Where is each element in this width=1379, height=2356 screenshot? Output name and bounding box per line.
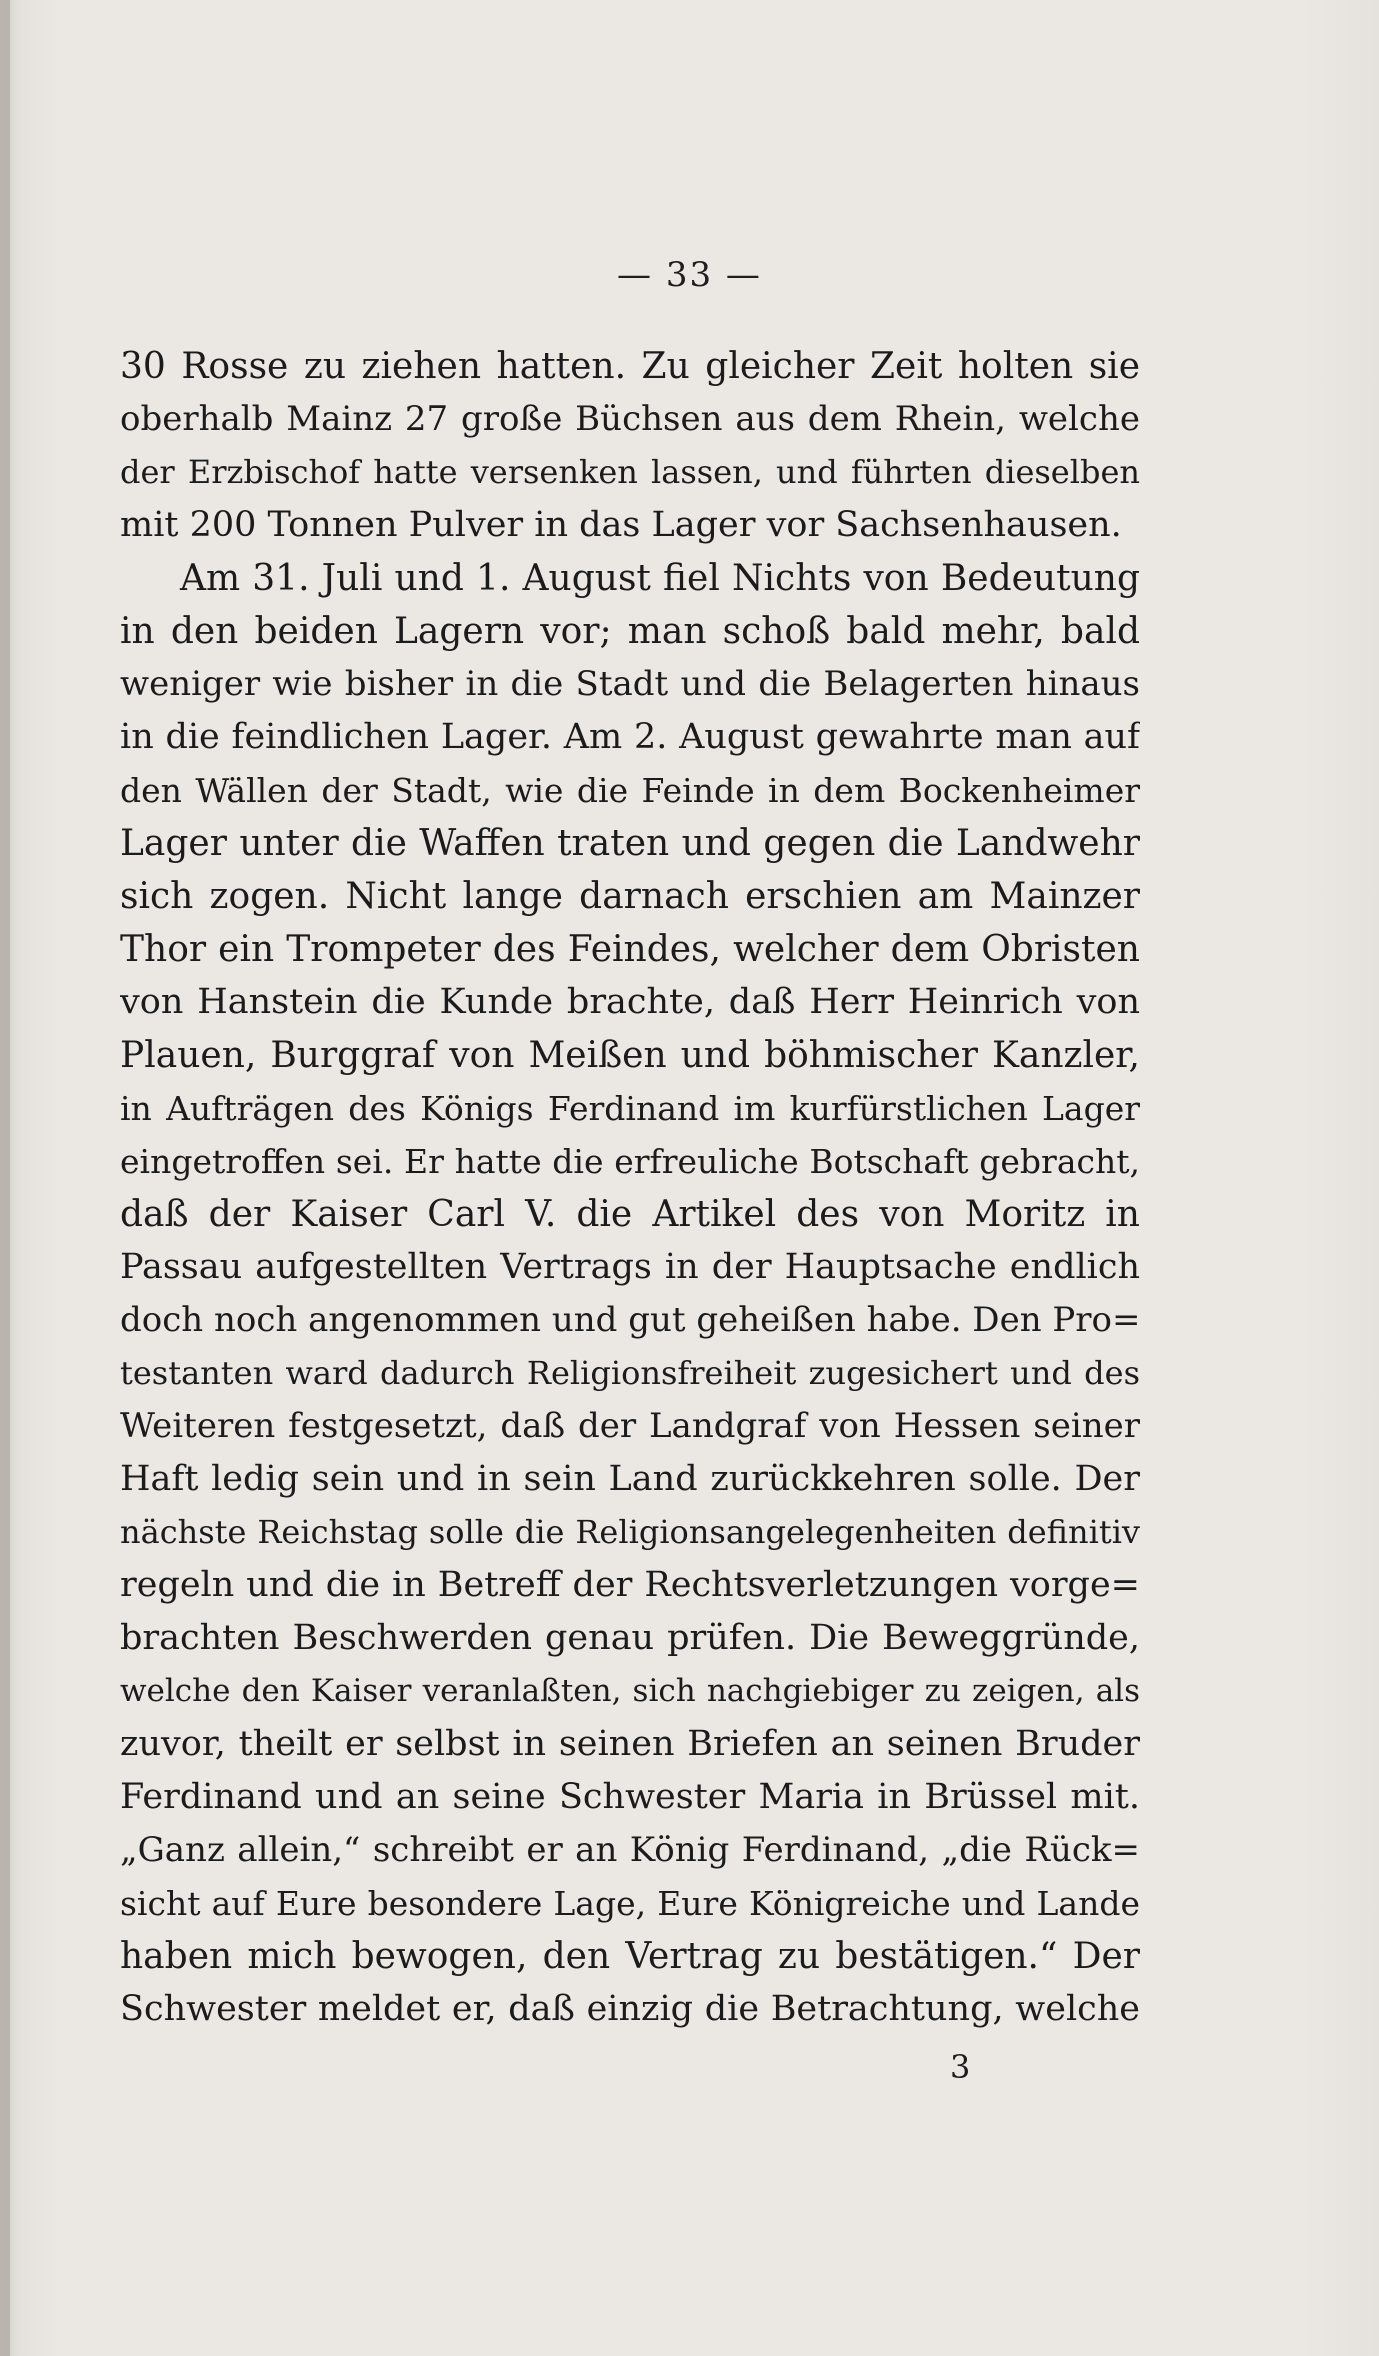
text-line: zuvor, theilt er selbst in seinen Briefen an seinen Bruder <box>120 1724 1140 1764</box>
text-line: sich zogen. Nicht lange darnach erschien am Mainzer <box>120 876 1140 917</box>
text-line: haben mich bewogen, den Vertrag zu bestätigen.“ Der <box>120 1936 1140 1977</box>
text-line: doch noch angenommen und gut geheißen habe. Den Pro= <box>120 1300 1140 1340</box>
text-line: Thor ein Trompeter des Feindes, welcher dem Obristen <box>120 929 1140 970</box>
text-line: Weiteren festgesetzt, daß der Landgraf von Hessen seiner <box>120 1406 1140 1446</box>
text-line: brachten Beschwerden genau prüfen. Die Beweggründe, <box>120 1618 1140 1658</box>
page-number-header: — 33 — <box>617 255 762 295</box>
text-line: oberhalb Mainz 27 große Büchsen aus dem Rhein, welche <box>120 399 1140 439</box>
text-line: Ferdinand und an seine Schwester Maria in Brüssel mit. <box>120 1777 1140 1817</box>
text-line: regeln und die in Betreff der Rechtsverletzungen vorge= <box>120 1565 1140 1605</box>
text-line: Plauen, Burggraf von Meißen und böhmischer Kanzler, <box>120 1035 1140 1076</box>
text-line: Haft ledig sein und in sein Land zurückkehren solle. Der <box>120 1459 1140 1499</box>
text-line: daß der Kaiser Carl V. die Artikel des von Moritz in <box>120 1194 1140 1235</box>
text-line: „Ganz allein,“ schreibt er an König Ferdinand, „die Rück= <box>120 1830 1140 1870</box>
text-line: mit 200 Tonnen Pulver in das Lager vor Sachsenhausen. <box>120 505 1122 545</box>
body-text <box>120 340 1140 2036</box>
signature-mark: 3 <box>950 2048 971 2086</box>
text-line: testanten ward dadurch Religionsfreiheit zugesichert und des <box>120 1354 1140 1392</box>
text-line: in den beiden Lagern vor; man schoß bald mehr, bald <box>120 611 1140 652</box>
text-line: nächste Reichstag solle die Religionsangelegenheiten definitiv <box>120 1513 1140 1551</box>
text-line: der Erzbischof hatte versenken lassen, und führten dieselben <box>120 453 1140 491</box>
text-line: welche den Kaiser veranlaßten, sich nachgiebiger zu zeigen, als <box>120 1673 1140 1709</box>
text-line: in die feindlichen Lager. Am 2. August gewahrte man auf <box>120 717 1140 757</box>
text-line: Schwester meldet er, daß einzig die Betrachtung, welche <box>120 1989 1140 2029</box>
text-line: Passau aufgestellten Vertrags in der Hauptsache endlich <box>120 1247 1140 1287</box>
text-line: weniger wie bisher in die Stadt und die Belagerten hinaus <box>120 664 1140 704</box>
text-line: den Wällen der Stadt, wie die Feinde in dem Bockenheimer <box>120 771 1140 810</box>
text-line: Am 31. Juli und 1. August fiel Nichts von Bedeutung <box>180 558 1140 599</box>
text-line: sicht auf Eure besondere Lage, Eure Königreiche und Lande <box>120 1884 1140 1923</box>
text-line: eingetroffen sei. Er hatte die erfreuliche Botschaft gebracht, <box>120 1142 1140 1181</box>
text-line: Lager unter die Waffen traten und gegen die Landwehr <box>120 823 1140 864</box>
text-line: 30 Rosse zu ziehen hatten. Zu gleicher Zeit holten sie <box>120 346 1140 387</box>
text-line: von Hanstein die Kunde brachte, daß Herr Heinrich von <box>120 982 1140 1022</box>
page-gutter <box>0 0 10 2356</box>
text-line: in Aufträgen des Königs Ferdinand im kurfürstlichen Lager <box>120 1089 1140 1128</box>
